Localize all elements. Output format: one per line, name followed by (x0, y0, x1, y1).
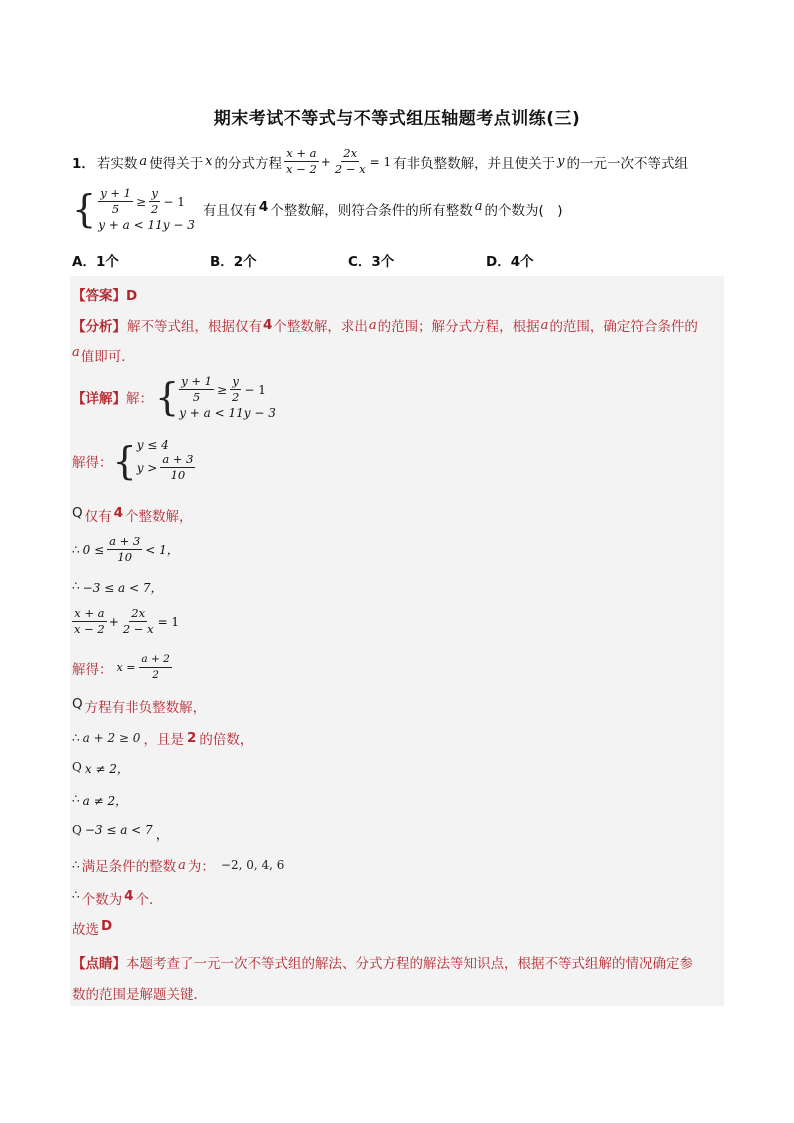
detail-system: 【详解】 解： { $\frac{y + 1}{5}$ ≥ $\frac{y}{2}$ − 1 y + a < 11y − 3 (72, 374, 276, 420)
plus-sign: + (320, 154, 331, 169)
equation-fraction-2: $\frac{2x}{2 - x}$ (334, 146, 366, 176)
equation-fraction-1: $\frac{x + a}{x - 2}$ (286, 146, 317, 176)
because-only-4: Q 仅有 4 个整数解， (72, 505, 193, 525)
condition-4: Q −3 ≤ a < 7 ， (72, 823, 170, 843)
comment-label: 【点睛】 (72, 956, 126, 972)
system-line-1: $\frac{y + 1}{5}$ ≥ $\frac{y}{2}$ − 1 (100, 186, 185, 216)
question-inequality-system (72, 186, 563, 232)
page-title: 期末考试不等式与不等式组压轴题考点训练(三) (213, 109, 581, 129)
stem-text-2: 使得关于 (149, 155, 204, 172)
question-stem-line-1 (72, 146, 688, 177)
solved-system: 解得： { y ≤ 4 y > $\frac{a + 3}{10}$ (72, 438, 194, 483)
option-c[interactable]: C．3个 (348, 254, 395, 270)
analysis-line-1: 【分析】 解不等式组，根据仅有 4 个整数解，求出 a 的范围；解分式方程，根据 a 的范围，确定符合条件的 (72, 317, 698, 335)
choose-line: 故选 D (72, 918, 113, 938)
question-stem-line-2: 有且仅有 4 个整数解，则符合条件的所有整数 a 的个数为( ) (202, 199, 563, 219)
answer-value: D (126, 288, 138, 304)
fraction-equation: $\frac{x + a}{x - 2}$ + $\frac{2x}{2 - x}$ = 1 (74, 606, 180, 636)
option-a[interactable]: A．1个 (72, 254, 119, 270)
stem-text-1: 若实数 (96, 155, 138, 172)
var-y: y (557, 154, 565, 169)
equation-rhs: = 1 (369, 154, 392, 169)
option-d[interactable]: D．4个 (486, 254, 534, 270)
system-lines (98, 186, 195, 232)
condition-3: ∴ a ≠ 2， (72, 792, 128, 808)
answer-label: 【答案】 (72, 288, 126, 304)
stem-text-4: 有非负整数解，并且使关于 (393, 155, 556, 172)
detail-system-line-1: $\frac{y + 1}{5}$ ≥ $\frac{y}{2}$ − 1 (181, 374, 266, 404)
analysis-line-2: a 值即可． (72, 345, 135, 365)
stem-text-3: 的分式方程 (214, 155, 283, 172)
solve-label: 解得： (72, 454, 113, 471)
answer-line (72, 284, 137, 304)
nonneg-line: Q 方程有非负整数解， (72, 696, 207, 716)
detail-label: 【详解】 (72, 391, 126, 407)
solved-line-1: y ≤ 4 (136, 438, 169, 452)
detail-system-line-2: y + a < 11y − 3 (179, 406, 276, 420)
condition-1: ∴ a + 2 ≥ 0 ，且是 2 的倍数， (72, 730, 254, 748)
count-line: ∴ 个数为 4 个． (72, 888, 163, 908)
var-x: x (205, 154, 213, 169)
inequality-1: ∴ 0 ≤ $\frac{a + 3}{10}$ < 1， (72, 534, 179, 564)
condition-2: Q x ≠ 2， (72, 760, 129, 776)
comment-line-1: 【点睛】本题考查了一元一次不等式组的解法、分式方程的解法等知识点，根据不等式组解的情况确定参 (72, 956, 693, 972)
inequality-2: ∴ −3 ≤ a < 7， (72, 579, 163, 595)
question-number: 1． (72, 155, 95, 172)
system-line-2: y + a < 11y − 3 (98, 218, 195, 232)
analysis-label: 【分析】 (72, 319, 126, 335)
stem-text-5: 的一元一次不等式组 (566, 155, 688, 172)
comment-line-2: 数的范围是解题关键． (72, 987, 207, 1003)
detail-text: 解： (126, 391, 153, 407)
system-brace: { (72, 187, 97, 231)
solve-x: 解得： x = $\frac{a + 2}{2}$ (72, 653, 170, 681)
solved-line-2: y > $\frac{a + 3}{10}$ (136, 452, 194, 482)
satisfying-values: ∴ 满足条件的整数 a 为： −2, 0, 4, 6 (72, 857, 285, 875)
option-b[interactable]: B．2个 (210, 254, 257, 270)
var-a: a (139, 154, 148, 169)
